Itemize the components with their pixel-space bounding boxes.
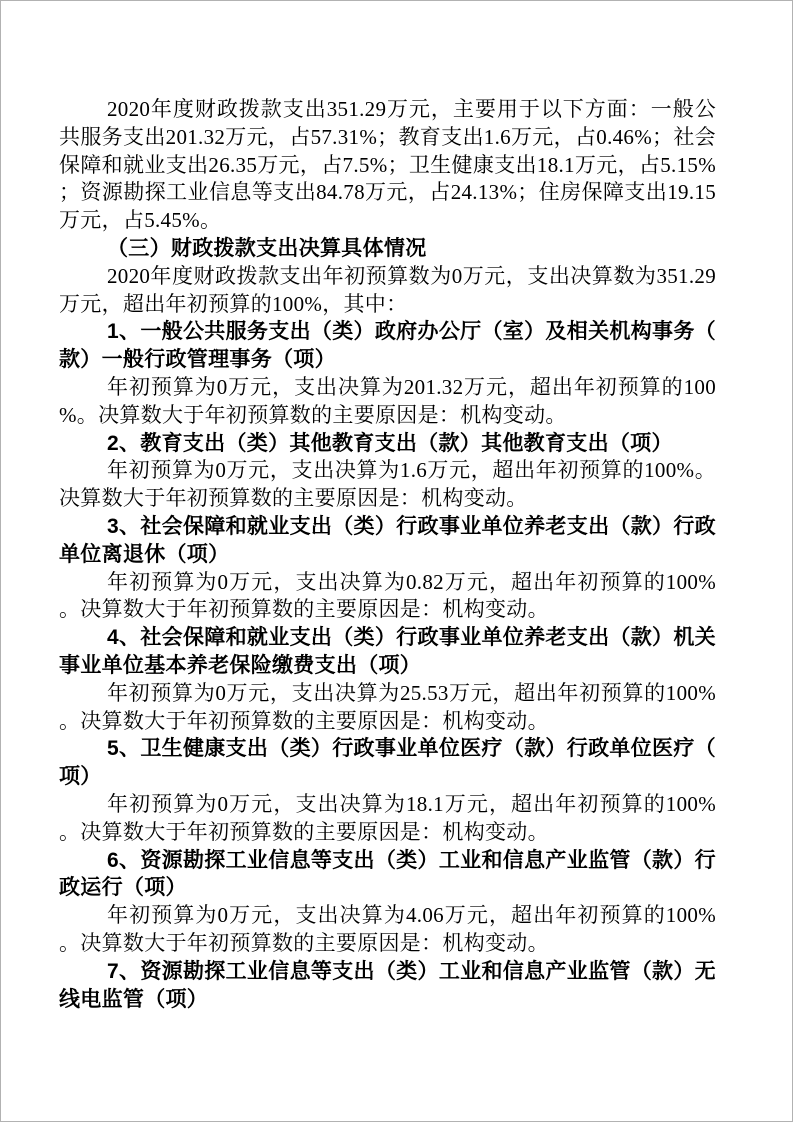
item-5-detail-paragraph: 年初预算为0万元，支出决算为18.1万元，超出年初预算的100%。决算数大于年初预算数的主要原因是：机构变动。 [59,791,716,844]
item-6-heading: 6、资源勘探工业信息等支出（类）工业和信息产业监管（款）行政运行（项） [59,848,716,900]
section-heading-3: （三）财政拨款支出决算具体情况 [107,236,427,260]
item-7-heading: 7、资源勘探工业信息等支出（类）工业和信息产业监管（款）无线电监管（项） [59,959,716,1011]
intro-paragraph: 2020年度财政拨款支出351.29万元，主要用于以下方面：一般公共服务支出201.32万元，占57.31%；教育支出1.6万元，占0.46%；社会保障和就业支出26.35万元，占7.5%；卫生健康支出18.1万元，占5.15%；资源勘探工业信息等支出84.78万元，占24.13%；住房保障支出19.15万元，占5.45%。 [59,97,716,233]
overview-paragraph: 2020年度财政拨款支出年初预算数为0万元，支出决算数为351.29万元，超出年初预算的100%，其中： [59,263,716,316]
item-4-heading: 4、社会保障和就业支出（类）行政事业单位养老支出（款）机关事业单位基本养老保险缴费支出（项） [59,626,716,677]
item-6-detail-paragraph: 年初预算为0万元，支出决算为4.06万元，超出年初预算的100%。决算数大于年初预算数的主要原因是：机构变动。 [59,903,716,955]
item-2-detail-paragraph: 年初预算为0万元，支出决算为1.6万元，超出年初预算的100%。决算数大于年初预算数的主要原因是：机构变动。 [59,458,716,511]
item-3-detail-paragraph: 年初预算为0万元，支出决算为0.82万元，超出年初预算的100%。决算数大于年初预算数的主要原因是：机构变动。 [59,569,716,622]
item-2-heading: 2、教育支出（类）其他教育支出（款）其他教育支出（项） [107,431,673,455]
item-4-detail-paragraph: 年初预算为0万元，支出决算为25.53万元，超出年初预算的100%。决算数大于年初预算数的主要原因是：机构变动。 [59,680,716,733]
item-5-heading: 5、卫生健康支出（类）行政事业单位医疗（款）行政单位医疗（项） [59,737,716,789]
item-3-heading: 3、社会保障和就业支出（类）行政事业单位养老支出（款）行政单位离退休（项） [59,514,716,566]
document-content [59,96,716,1013]
item-1-detail-paragraph: 年初预算为0万元，支出决算为201.32万元，超出年初预算的100%。决算数大于年初预算数的主要原因是：机构变动。 [59,374,716,427]
item-1-heading: 1、一般公共服务支出（类）政府办公厅（室）及相关机构事务（款）一般行政管理事务（项） [59,320,716,372]
